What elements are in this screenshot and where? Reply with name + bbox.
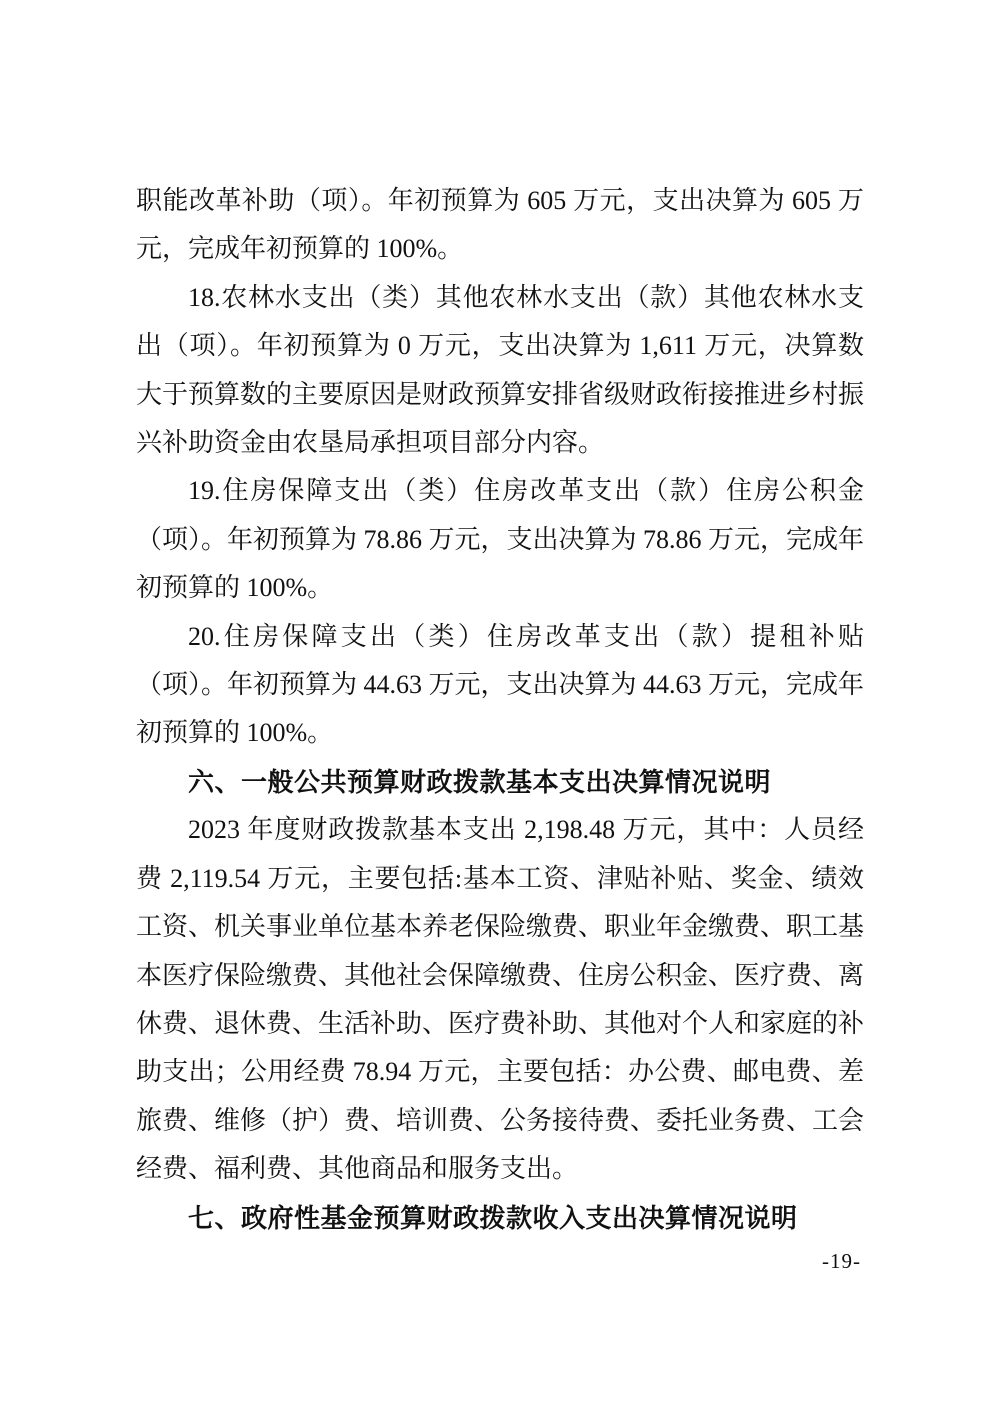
paragraph: 19.住房保障支出（类）住房改革支出（款）住房公积金（项）。年初预算为 78.86 万元，支出决算为 78.86 万元，完成年初预算的 100%。 [136,476,865,603]
paragraph: 20.住房保障支出（类）住房改革支出（款）提租补贴（项）。年初预算为 44.63 万元，支出决算为 44.63 万元，完成年初预算的 100%。 [136,621,865,748]
section-heading: 七、政府性基金预算财政拨款收入支出决算情况说明 [188,1202,798,1233]
section-heading: 六、一般公共预算财政拨款基本支出决算情况说明 [188,766,772,797]
paragraph: 18.农林水支出（类）其他农林水支出（款）其他农林水支出（项）。年初预算为 0 万元，支出决算为 1,611 万元，决算数大于预算数的主要原因是财政预算安排省级财政衔接推进乡村振兴补助资金由农垦局承担项目部分内容。 [136,282,865,458]
paragraph: 职能改革补助（项）。年初预算为 605 万元，支出决算为 605 万元，完成年初预算的 100%。 [136,186,864,264]
page-number: -19- [822,1249,861,1273]
document-content [136,177,864,1242]
paragraph: 2023 年度财政拨款基本支出 2,198.48 万元，其中：人员经费 2,119.54 万元，主要包括:基本工资、津贴补贴、奖金、绩效工资、机关事业单位基本养老保险缴费、职业年金缴费、职工基本医疗保险缴费、其他社会保障缴费、住房公积金、医疗费、离休费、退休费、生活补助、医疗费补助、其他对个人和家庭的补助支出；公用经费 78.94 万元，主要包括：办公费、邮电费、差旅费、维修（护）费、培训费、公务接待费、委托业务费、工会经费、福利费、其他商品和服务支出。 [136,815,865,1184]
